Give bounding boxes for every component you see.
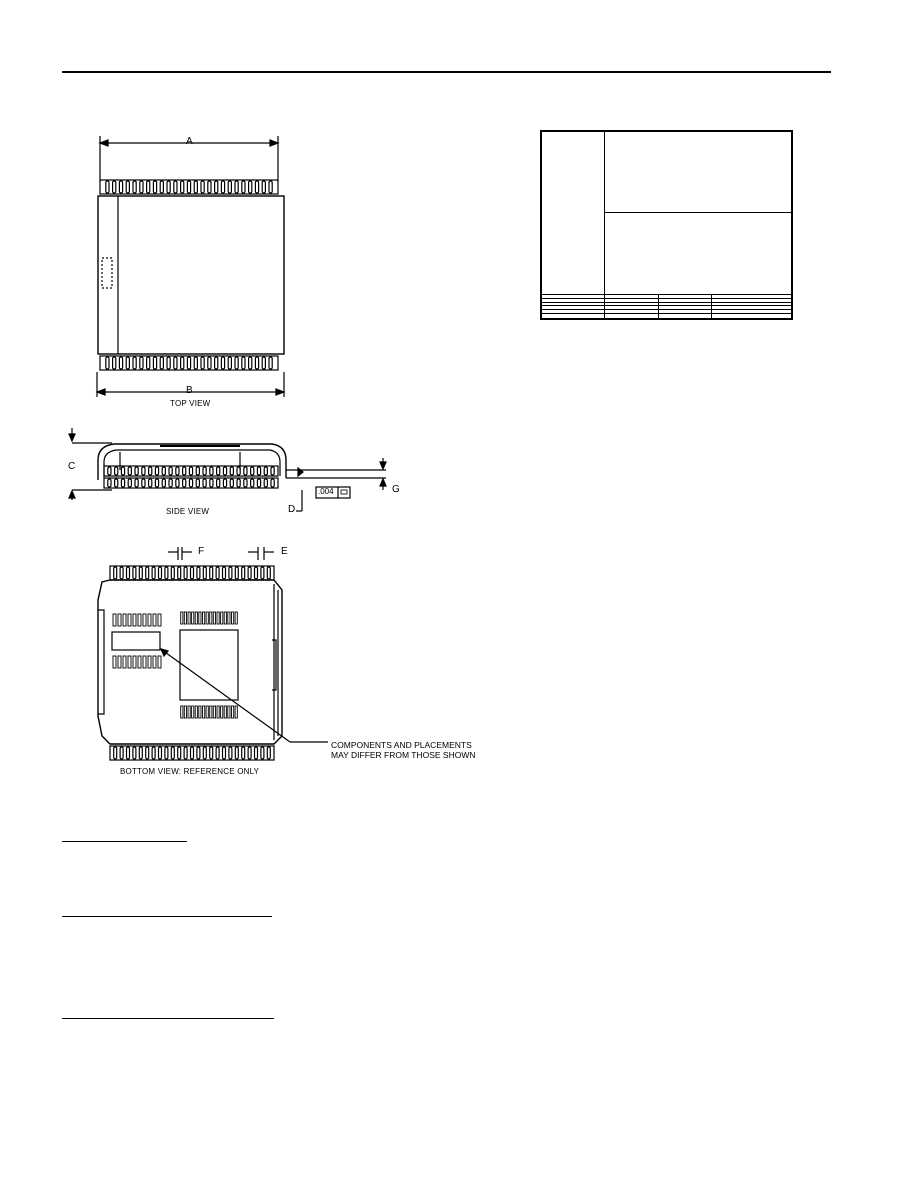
lead-pin: [119, 357, 122, 369]
lead-pin: [155, 467, 158, 475]
lead-pin: [121, 479, 124, 487]
lead-pin: [159, 567, 162, 579]
lead-pin: [235, 747, 238, 759]
lead-pin: [126, 357, 129, 369]
lead-pin: [120, 747, 123, 759]
lead-pin: [208, 181, 211, 193]
lead-pin: [135, 479, 138, 487]
lead-pin: [261, 747, 264, 759]
component-pin: [235, 706, 237, 718]
component-pin: [158, 614, 161, 626]
lead-pin: [114, 567, 117, 579]
lead-pin: [153, 357, 156, 369]
table-header-sub: [605, 213, 793, 295]
lead-pin: [230, 467, 233, 475]
lead-pin: [162, 467, 165, 475]
lead-pin: [203, 467, 206, 475]
lead-pin: [261, 567, 264, 579]
component-pin: [128, 614, 131, 626]
component-pin: [128, 656, 131, 668]
lead-pin: [237, 479, 240, 487]
lead-pin: [162, 479, 165, 487]
lead-pin: [181, 357, 184, 369]
lead-pin: [152, 747, 155, 759]
note-line-2: MAY DIFFER FROM THOSE SHOWN: [331, 750, 476, 760]
table-cell: [658, 313, 712, 319]
component-pin: [133, 614, 136, 626]
component-pin: [181, 706, 183, 718]
top-view-caption: TOP VIEW: [170, 399, 211, 408]
lead-pin: [187, 357, 190, 369]
component-pin: [113, 656, 116, 668]
component-pin: [113, 614, 116, 626]
dim-label-b: B: [186, 385, 193, 396]
component-pin: [199, 612, 201, 624]
lead-pin: [128, 479, 131, 487]
dim-label-a: A: [186, 136, 193, 147]
lead-pin: [167, 357, 170, 369]
lead-pin: [203, 747, 206, 759]
lead-pin: [153, 181, 156, 193]
lead-pin: [115, 479, 118, 487]
lead-pin: [223, 567, 226, 579]
component-pin: [235, 612, 237, 624]
component-pin: [181, 612, 183, 624]
component-pin: [138, 614, 141, 626]
component-pin: [206, 706, 208, 718]
lead-pin: [257, 467, 260, 475]
lead-pin: [165, 747, 168, 759]
lead-pin: [262, 357, 265, 369]
lead-pin: [142, 479, 145, 487]
section-rule-2: [62, 916, 272, 917]
lead-pin: [140, 357, 143, 369]
lead-pin: [133, 747, 136, 759]
component-pin: [206, 612, 208, 624]
lead-pin: [235, 357, 238, 369]
lead-pin: [126, 181, 129, 193]
lead-pin: [215, 357, 218, 369]
lead-pin: [114, 747, 117, 759]
component-pin: [133, 656, 136, 668]
note-line-1: COMPONENTS AND PLACEMENTS: [331, 740, 472, 750]
component-pin: [213, 706, 215, 718]
lead-pin: [221, 181, 224, 193]
lead-pin: [210, 467, 213, 475]
component-pin: [228, 612, 230, 624]
lead-pin: [113, 181, 116, 193]
component-pin: [148, 614, 151, 626]
lead-pin: [201, 181, 204, 193]
component-pin: [232, 612, 234, 624]
component-pin: [199, 706, 201, 718]
lead-pin: [121, 467, 124, 475]
lead-pin: [191, 567, 194, 579]
lead-pin: [217, 467, 220, 475]
lead-pin: [249, 357, 252, 369]
component-pin: [210, 612, 212, 624]
lead-pin: [191, 747, 194, 759]
lead-pin: [267, 567, 270, 579]
section-rule-3: [62, 1018, 274, 1019]
lead-pin: [271, 467, 274, 475]
lead-pin: [183, 467, 186, 475]
component-pin: [195, 612, 197, 624]
lead-pin: [210, 747, 213, 759]
lead-pin: [230, 479, 233, 487]
dim-label-c: C: [68, 461, 76, 472]
lead-pin: [160, 357, 163, 369]
bottom-view: [98, 547, 328, 760]
component-pin: [153, 614, 156, 626]
lead-pin: [251, 467, 254, 475]
lead-pin: [237, 467, 240, 475]
lead-pin: [223, 467, 226, 475]
lead-pin: [249, 181, 252, 193]
table-cell: [605, 313, 659, 319]
lead-pin: [149, 479, 152, 487]
lead-pin: [169, 479, 172, 487]
lead-pin: [255, 181, 258, 193]
component-pin: [123, 614, 126, 626]
component-pin: [232, 706, 234, 718]
component-pin: [213, 612, 215, 624]
component-pin: [118, 656, 121, 668]
lead-pin: [242, 747, 245, 759]
lead-pin: [178, 747, 181, 759]
lead-pin: [155, 479, 158, 487]
lead-pin: [203, 567, 206, 579]
component-pin: [203, 706, 205, 718]
lead-pin: [171, 747, 174, 759]
lead-pin: [196, 467, 199, 475]
lead-pin: [210, 479, 213, 487]
lead-pin: [147, 181, 150, 193]
component-pin: [153, 656, 156, 668]
component-pin: [188, 706, 190, 718]
lead-pin: [262, 181, 265, 193]
component-pin: [221, 706, 223, 718]
lead-pin: [229, 747, 232, 759]
lead-pin: [108, 467, 111, 475]
component-pin: [158, 656, 161, 668]
table-row: [541, 313, 792, 319]
lead-pin: [215, 181, 218, 193]
lead-pin: [152, 567, 155, 579]
lead-pin: [223, 747, 226, 759]
lead-pin: [184, 747, 187, 759]
lead-pin: [197, 747, 200, 759]
component-pin: [123, 656, 126, 668]
component-pin: [210, 706, 212, 718]
lead-pin: [171, 567, 174, 579]
lead-pin: [181, 181, 184, 193]
lead-pin: [244, 467, 247, 475]
lead-pin: [184, 567, 187, 579]
lead-pin: [189, 479, 192, 487]
lead-pin: [244, 479, 247, 487]
lead-pin: [133, 357, 136, 369]
lead-pin: [106, 357, 109, 369]
lead-pin: [216, 747, 219, 759]
lead-pin: [146, 567, 149, 579]
lead-pin: [127, 747, 130, 759]
lead-pin: [242, 181, 245, 193]
lead-pin: [142, 467, 145, 475]
lead-pin: [264, 467, 267, 475]
component-pin: [188, 612, 190, 624]
side-view: [69, 428, 386, 511]
component-pin: [192, 706, 194, 718]
tolerance-value: .004: [318, 487, 334, 496]
lead-pin: [133, 181, 136, 193]
lead-pin: [235, 181, 238, 193]
lead-pin: [120, 567, 123, 579]
component-pin: [118, 614, 121, 626]
lead-pin: [255, 747, 258, 759]
lead-pin: [176, 479, 179, 487]
lead-pin: [189, 467, 192, 475]
lead-pin: [208, 357, 211, 369]
lead-pin: [115, 467, 118, 475]
lead-pin: [221, 357, 224, 369]
bottom-view-caption: BOTTOM VIEW: REFERENCE ONLY: [120, 767, 260, 776]
side-view-caption: SIDE VIEW: [166, 507, 210, 516]
lead-pin: [216, 567, 219, 579]
top-view: [97, 136, 284, 397]
component-pin: [221, 612, 223, 624]
component-pin: [224, 706, 226, 718]
lead-pin: [201, 357, 204, 369]
lead-pin: [119, 181, 122, 193]
component-pin: [217, 706, 219, 718]
lead-pin: [197, 567, 200, 579]
lead-pin: [210, 567, 213, 579]
dim-label-g: G: [392, 484, 400, 495]
lead-pin: [174, 181, 177, 193]
lead-pin: [229, 567, 232, 579]
lead-pin: [269, 181, 272, 193]
table-cell: [541, 313, 605, 319]
lead-pin: [248, 567, 251, 579]
component-pin: [143, 656, 146, 668]
component-pin: [143, 614, 146, 626]
lead-pin: [140, 181, 143, 193]
lead-pin: [160, 181, 163, 193]
lead-pin: [167, 181, 170, 193]
component-pin: [192, 612, 194, 624]
lead-pin: [242, 567, 245, 579]
lead-pin: [183, 479, 186, 487]
lead-pin: [194, 357, 197, 369]
lead-pin: [169, 467, 172, 475]
lead-pin: [146, 747, 149, 759]
lead-pin: [257, 479, 260, 487]
lead-pin: [235, 567, 238, 579]
lead-pin: [149, 467, 152, 475]
component-pin: [224, 612, 226, 624]
dim-label-e: E: [281, 546, 288, 557]
lead-pin: [159, 747, 162, 759]
lead-pin: [106, 181, 109, 193]
lead-pin: [248, 747, 251, 759]
lead-pin: [217, 479, 220, 487]
lead-pin: [139, 567, 142, 579]
table-header-corner: [541, 131, 605, 295]
lead-pin: [251, 479, 254, 487]
lead-pin: [176, 467, 179, 475]
component-pin: [184, 612, 186, 624]
component-pin: [148, 656, 151, 668]
lead-pin: [108, 479, 111, 487]
dim-label-d: D: [288, 504, 296, 515]
lead-pin: [128, 467, 131, 475]
section-rule-1: [62, 841, 187, 842]
component-pin: [138, 656, 141, 668]
lead-pin: [264, 479, 267, 487]
dim-label-f: F: [198, 546, 205, 557]
table-header-row: [541, 131, 792, 213]
table-header-top: [605, 131, 793, 213]
table-cell: [712, 313, 792, 319]
lead-pin: [147, 357, 150, 369]
lead-pin: [113, 357, 116, 369]
dimensions-table: [540, 130, 793, 320]
lead-pin: [196, 479, 199, 487]
component-pin: [217, 612, 219, 624]
lead-pin: [174, 357, 177, 369]
lead-pin: [228, 181, 231, 193]
lead-pin: [228, 357, 231, 369]
lead-pin: [187, 181, 190, 193]
lead-pin: [267, 747, 270, 759]
component-pin: [195, 706, 197, 718]
lead-pin: [223, 479, 226, 487]
lead-pin: [127, 567, 130, 579]
lead-pin: [255, 567, 258, 579]
lead-pin: [242, 357, 245, 369]
lead-pin: [271, 479, 274, 487]
lead-pin: [194, 181, 197, 193]
lead-pin: [203, 479, 206, 487]
lead-pin: [165, 567, 168, 579]
lead-pin: [269, 357, 272, 369]
lead-pin: [255, 357, 258, 369]
component-pin: [228, 706, 230, 718]
lead-pin: [135, 467, 138, 475]
lead-pin: [133, 567, 136, 579]
lead-pin: [139, 747, 142, 759]
component-pin: [203, 612, 205, 624]
lead-pin: [178, 567, 181, 579]
component-pin: [184, 706, 186, 718]
